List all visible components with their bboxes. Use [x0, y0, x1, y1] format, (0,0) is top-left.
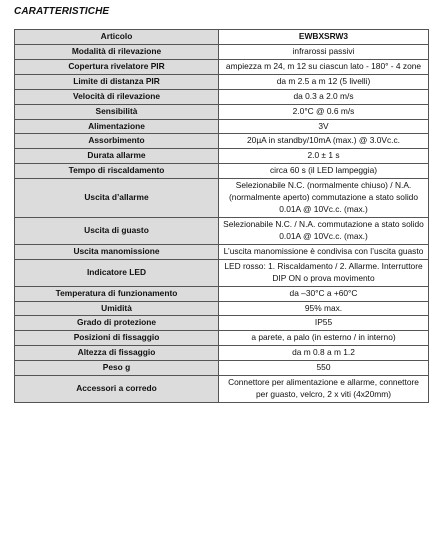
table-row	[15, 316, 429, 331]
table-row	[15, 74, 429, 89]
row-value: 3V	[219, 119, 429, 134]
row-value: 550	[219, 361, 429, 376]
table-header-row	[15, 30, 429, 45]
row-value: 2.0 ± 1 s	[219, 149, 429, 164]
row-label: Velocità di rilevazione	[15, 89, 219, 104]
row-value: da m 0.8 a m 1.2	[219, 346, 429, 361]
row-value: L’uscita manomissione è condivisa con l’uscita guasto	[219, 244, 429, 259]
row-label: Uscita d’allarme	[15, 179, 219, 218]
row-label: Modalità di rilevazione	[15, 44, 219, 59]
specifications-table	[14, 29, 429, 403]
table-row	[15, 89, 429, 104]
table-row	[15, 149, 429, 164]
row-value: da –30°C a +60°C	[219, 286, 429, 301]
table-row	[15, 346, 429, 361]
table-row	[15, 301, 429, 316]
row-label: Indicatore LED	[15, 259, 219, 286]
table-row	[15, 217, 429, 244]
row-label: Grado di protezione	[15, 316, 219, 331]
row-value: 95% max.	[219, 301, 429, 316]
row-value: 2.0°C @ 0.6 m/s	[219, 104, 429, 119]
row-label: Temperatura di funzionamento	[15, 286, 219, 301]
row-label: Altezza di fissaggio	[15, 346, 219, 361]
row-label: Assorbimento	[15, 134, 219, 149]
row-value: IP55	[219, 316, 429, 331]
row-value: LED rosso: 1. Riscaldamento / 2. Allarme. Interruttore DIP ON o prova movimento	[219, 259, 429, 286]
row-value: a parete, a palo (in esterno / in interno)	[219, 331, 429, 346]
table-row	[15, 44, 429, 59]
table-row	[15, 331, 429, 346]
row-label: Posizioni di fissaggio	[15, 331, 219, 346]
row-value: 20µA in standby/10mA (max.) @ 3.0Vc.c.	[219, 134, 429, 149]
row-value: Connettore per alimentazione e allarme, connettore per guasto, velcro, 2 x viti (4x20mm)	[219, 376, 429, 403]
table-row	[15, 119, 429, 134]
row-label: Tempo di riscaldamento	[15, 164, 219, 179]
table-row	[15, 104, 429, 119]
header-label: Articolo	[15, 30, 219, 45]
row-label: Uscita manomissione	[15, 244, 219, 259]
table-row	[15, 164, 429, 179]
table-row	[15, 59, 429, 74]
table-row	[15, 134, 429, 149]
row-value: infrarossi passivi	[219, 44, 429, 59]
table-row	[15, 244, 429, 259]
row-value: circa 60 s (il LED lampeggia)	[219, 164, 429, 179]
table-row	[15, 286, 429, 301]
table-row	[15, 361, 429, 376]
row-label: Sensibilità	[15, 104, 219, 119]
table-row	[15, 376, 429, 403]
row-label: Copertura rivelatore PIR	[15, 59, 219, 74]
row-label: Alimentazione	[15, 119, 219, 134]
row-value: Selezionabile N.C. / N.A. commutazione a stato solido 0.01A @ 10Vc.c. (max.)	[219, 217, 429, 244]
row-label: Accessori a corredo	[15, 376, 219, 403]
row-value: Selezionabile N.C. (normalmente chiuso) / N.A. (normalmente aperto) commutazione a stato solido 0.01A @ 10Vc.c. (max.)	[219, 179, 429, 218]
row-label: Peso g	[15, 361, 219, 376]
row-label: Uscita di guasto	[15, 217, 219, 244]
row-label: Umidità	[15, 301, 219, 316]
table-row	[15, 259, 429, 286]
row-label: Limite di distanza PIR	[15, 74, 219, 89]
row-label: Durata allarme	[15, 149, 219, 164]
table-row	[15, 179, 429, 218]
row-value: da 0.3 a 2.0 m/s	[219, 89, 429, 104]
row-value: ampiezza m 24, m 12 su ciascun lato - 180° - 4 zone	[219, 59, 429, 74]
row-value: da m 2.5 a m 12 (5 livelli)	[219, 74, 429, 89]
header-value: EWBXSRW3	[219, 30, 429, 45]
section-title: CARATTERISTICHE	[14, 6, 110, 17]
